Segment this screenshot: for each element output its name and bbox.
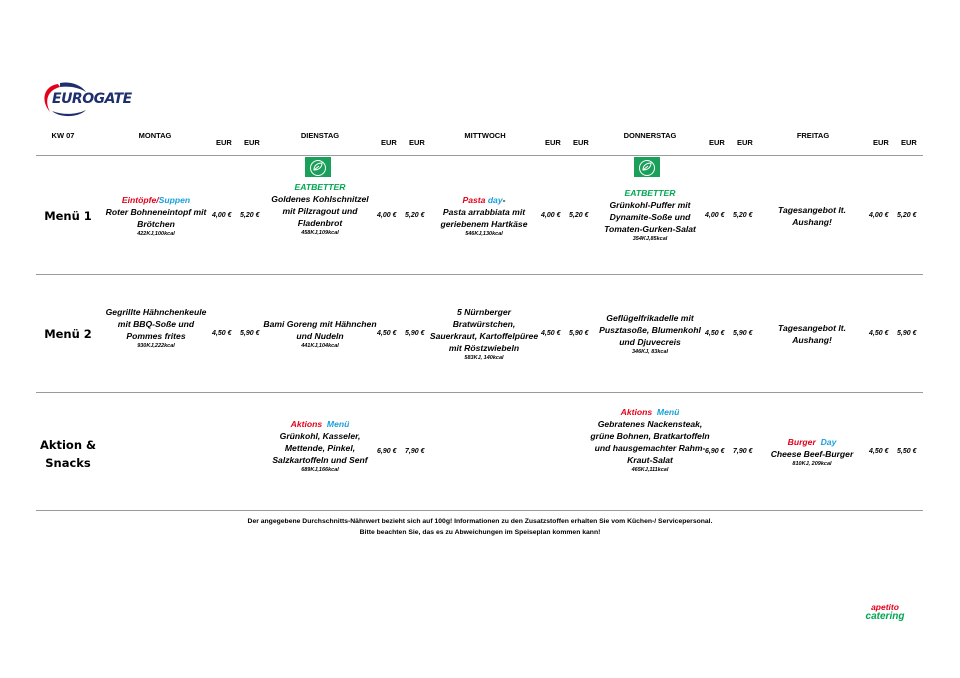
currency-header: EUR bbox=[381, 138, 397, 147]
dish-name: Bami Goreng mit Hähnchen und Nudeln bbox=[263, 319, 377, 341]
day-header-friday: FREITAG bbox=[796, 131, 830, 140]
caterer-line2: catering bbox=[865, 611, 905, 622]
price-2: 5,90 € bbox=[240, 330, 260, 337]
menu2-monday bbox=[100, 306, 212, 351]
row-divider bbox=[36, 392, 923, 393]
tag-dash: - bbox=[502, 195, 506, 205]
dish-name: 5 Nürnberger Bratwürstchen, Sauerkraut, Kartoffelpüree mit Röstzwiebeln bbox=[429, 307, 539, 353]
price-2: 7,90 € bbox=[733, 448, 753, 455]
menu1-friday bbox=[764, 204, 860, 228]
dish-name: Tagesangebot lt. Aushang! bbox=[778, 323, 846, 345]
price-1: 4,50 € bbox=[541, 330, 561, 337]
menu1-wednesday bbox=[428, 194, 540, 239]
day-header-thursday: DONNERSTAG bbox=[623, 131, 677, 140]
price-1: 4,50 € bbox=[705, 330, 725, 337]
day-header-tuesday: DIENSTAG bbox=[300, 131, 340, 140]
dish-name: Grünkohl-Puffer mit Dynamite-Soße und Tomaten-Gurken-Salat bbox=[604, 200, 696, 234]
menu2-tuesday bbox=[262, 318, 378, 351]
currency-header: EUR bbox=[709, 138, 725, 147]
caterer-line1: apetito bbox=[871, 602, 899, 612]
price-1: 6,90 € bbox=[705, 448, 725, 455]
currency-header: EUR bbox=[244, 138, 260, 147]
tag-aktions: Aktions bbox=[290, 419, 323, 429]
price-2: 5,20 € bbox=[569, 212, 589, 219]
price-2: 5,90 € bbox=[897, 330, 917, 337]
nutrition-info: 441KJ,104kcal bbox=[301, 343, 339, 349]
price-2: 5,20 € bbox=[733, 212, 753, 219]
tag-pasta: Pasta bbox=[462, 195, 486, 205]
currency-header: EUR bbox=[901, 138, 917, 147]
nutrition-info: 546KJ,130kcal bbox=[465, 231, 503, 237]
logo-text: EUROGATE bbox=[52, 91, 132, 107]
row-label-line: Aktion & bbox=[39, 438, 97, 452]
nutrition-info: 354KJ,85kcal bbox=[632, 236, 668, 242]
day-header-monday: MONTAG bbox=[138, 131, 172, 140]
tag-eintoepfe: Eintöpfe/ bbox=[121, 195, 159, 205]
nutrition-info: 346KJ, 83kcal bbox=[631, 349, 669, 355]
price-1: 4,50 € bbox=[869, 448, 889, 455]
eurogate-logo bbox=[38, 78, 158, 122]
dish-name: Roter Bohneneintopf mit Brötchen bbox=[105, 207, 207, 229]
apetito-catering-logo bbox=[855, 602, 915, 622]
nutrition-info: 465KJ,111kcal bbox=[631, 467, 669, 473]
eatbetter-leaf-icon bbox=[634, 157, 660, 177]
aktion-friday bbox=[760, 436, 864, 469]
row-divider bbox=[36, 274, 923, 275]
footer-note: Bitte beachten Sie, das es zu Abweichungen im Speiseplan kommen kann! bbox=[359, 529, 601, 536]
dish-name: Gebratenes Nackensteak, grüne Bohnen, Bratkartoffeln und hausgemachter Rahm-Kraut-Salat bbox=[590, 419, 710, 465]
price-2: 5,20 € bbox=[405, 212, 425, 219]
currency-header: EUR bbox=[409, 138, 425, 147]
price-1: 4,00 € bbox=[377, 212, 397, 219]
tag-suppen: Suppen bbox=[158, 195, 191, 205]
menu2-friday bbox=[764, 322, 860, 346]
currency-header: EUR bbox=[216, 138, 232, 147]
tag-menue: Menü bbox=[326, 419, 350, 429]
dish-name: Geflügelfrikadelle mit Pusztasoße, Blumenkohl und Djuvecreis bbox=[599, 313, 701, 347]
row-label-menu2: Menü 2 bbox=[44, 327, 92, 341]
row-label-line: Snacks bbox=[45, 456, 91, 470]
aktion-thursday bbox=[588, 406, 712, 475]
nutrition-info: 583KJ, 140kcal bbox=[464, 355, 504, 361]
nutrition-info: 689KJ,166kcal bbox=[301, 467, 339, 473]
tag-menue: Menü bbox=[656, 407, 680, 417]
tag-day: day bbox=[487, 195, 503, 205]
row-divider bbox=[36, 510, 923, 511]
price-1: 4,50 € bbox=[377, 330, 397, 337]
nutrition-info: 458KJ,109kcal bbox=[301, 230, 339, 236]
aktion-tuesday bbox=[264, 418, 376, 475]
price-1: 4,50 € bbox=[869, 330, 889, 337]
price-2: 5,50 € bbox=[897, 448, 917, 455]
price-1: 4,00 € bbox=[541, 212, 561, 219]
currency-header: EUR bbox=[545, 138, 561, 147]
day-header-wednesday: MITTWOCH bbox=[464, 131, 506, 140]
menu1-tuesday bbox=[266, 181, 374, 238]
tag-burger: Burger bbox=[787, 437, 816, 447]
row-divider bbox=[36, 155, 923, 156]
nutrition-info: 930KJ,222kcal bbox=[137, 343, 175, 349]
currency-header: EUR bbox=[573, 138, 589, 147]
price-1: 4,00 € bbox=[869, 212, 889, 219]
price-2: 5,20 € bbox=[897, 212, 917, 219]
price-1: 4,00 € bbox=[705, 212, 725, 219]
price-2: 5,20 € bbox=[240, 212, 260, 219]
footer-note: Der angegebene Durchschnitts-Nährwert bezieht sich auf 100g! Informationen zu den Zusatzstoffen erhalten Sie vom Küchen-/ Servicepersonal. bbox=[247, 518, 713, 525]
nutrition-info: 810KJ, 209kcal bbox=[792, 461, 832, 467]
currency-header: EUR bbox=[873, 138, 889, 147]
eatbetter-label: EATBETTER bbox=[624, 188, 676, 198]
dish-name: Cheese Beef-Burger bbox=[770, 449, 854, 459]
week-label: KW 07 bbox=[51, 131, 75, 140]
row-label-menu1: Menü 1 bbox=[44, 209, 92, 223]
price-1: 4,00 € bbox=[212, 212, 232, 219]
menu2-thursday bbox=[592, 312, 708, 357]
dish-name: Pasta arrabbiata mit geriebenem Hartkäse bbox=[440, 207, 528, 229]
price-2: 5,90 € bbox=[405, 330, 425, 337]
menu2-wednesday bbox=[428, 306, 540, 363]
eatbetter-label: EATBETTER bbox=[294, 182, 346, 192]
nutrition-info: 422KJ,100kcal bbox=[137, 231, 175, 237]
dish-name: Goldenes Kohlschnitzel mit Pilzragout und Fladenbrot bbox=[271, 194, 369, 228]
dish-name: Gegrillte Hähnchenkeule mit BBQ-Soße und Pommes frites bbox=[105, 307, 207, 341]
price-2: 5,90 € bbox=[569, 330, 589, 337]
price-1: 4,50 € bbox=[212, 330, 232, 337]
price-2: 7,90 € bbox=[405, 448, 425, 455]
row-label-aktion bbox=[36, 436, 100, 472]
dish-name: Tagesangebot lt. Aushang! bbox=[778, 205, 846, 227]
tag-day: Day bbox=[820, 437, 837, 447]
price-2: 5,90 € bbox=[733, 330, 753, 337]
eatbetter-leaf-icon bbox=[305, 157, 331, 177]
menu1-thursday bbox=[590, 187, 710, 244]
dish-name: Grünkohl, Kasseler, Mettende, Pinkel, Salzkartoffeln und Senf bbox=[272, 431, 368, 465]
tag-aktions: Aktions bbox=[620, 407, 653, 417]
price-1: 6,90 € bbox=[377, 448, 397, 455]
menu1-monday bbox=[100, 194, 212, 239]
currency-header: EUR bbox=[737, 138, 753, 147]
